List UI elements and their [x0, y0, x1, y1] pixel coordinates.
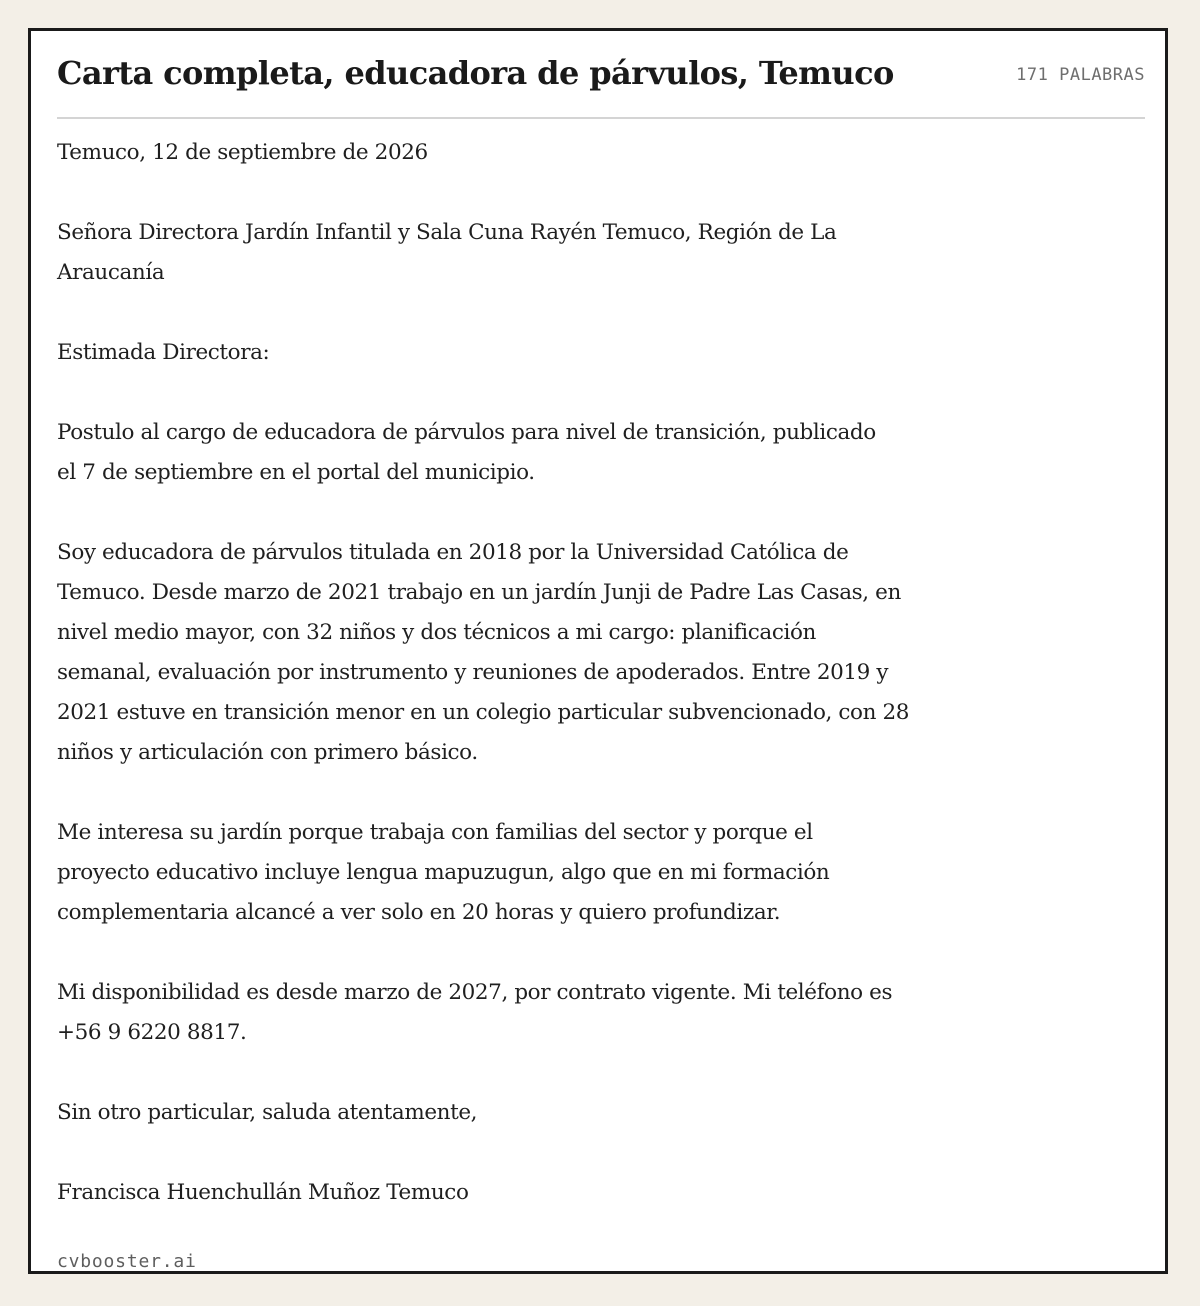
- letter-salutation: Estimada Directora:: [57, 340, 270, 365]
- letter-card: [28, 28, 1168, 1274]
- word-count-badge: 171 PALABRAS: [1016, 65, 1145, 85]
- letter-body: [57, 133, 1027, 1213]
- letter-recipient: Señora Directora Jardín Infantil y Sala Cuna Rayén Temuco, Región de La Araucanía: [57, 220, 837, 285]
- letter-header: [57, 31, 1145, 119]
- letter-signature: Francisca Huenchullán Muñoz Temuco: [57, 1180, 469, 1205]
- brand-watermark: cvbooster.ai: [57, 1251, 197, 1272]
- letter-paragraph: Mi disponibilidad es desde marzo de 2027, por contrato vigente. Mi teléfono es +56 9 6220 8817.: [57, 980, 893, 1045]
- letter-date: Temuco, 12 de septiembre de 2026: [57, 140, 428, 165]
- letter-paragraph: Postulo al cargo de educadora de párvulos para nivel de transición, publicado el 7 de septiembre en el portal del municipio.: [57, 420, 876, 485]
- letter-paragraph: Me interesa su jardín porque trabaja con familias del sector y porque el proyecto educativo incluye lengua mapuzugun, algo que en mi formación complementaria alcancé a ver solo en 20 horas y quiero profundizar.: [57, 820, 830, 925]
- letter-paragraph: Soy educadora de párvulos titulada en 2018 por la Universidad Católica de Temuco. Desde marzo de 2021 trabajo en un jardín Junji de Padre Las Casas, en nivel medio mayor, con 32 niños y dos técnicos a mi cargo: planificación semanal, evaluación por instrumento y reuniones de apoderados. Entre 2019 y 2021 estuve en transición menor en un colegio particular subvencionado, con 28 niños y articulación con primero básico.: [57, 540, 910, 765]
- letter-closing: Sin otro particular, saluda atentamente,: [57, 1100, 478, 1125]
- page-title: Carta completa, educadora de párvulos, Temuco: [57, 54, 894, 92]
